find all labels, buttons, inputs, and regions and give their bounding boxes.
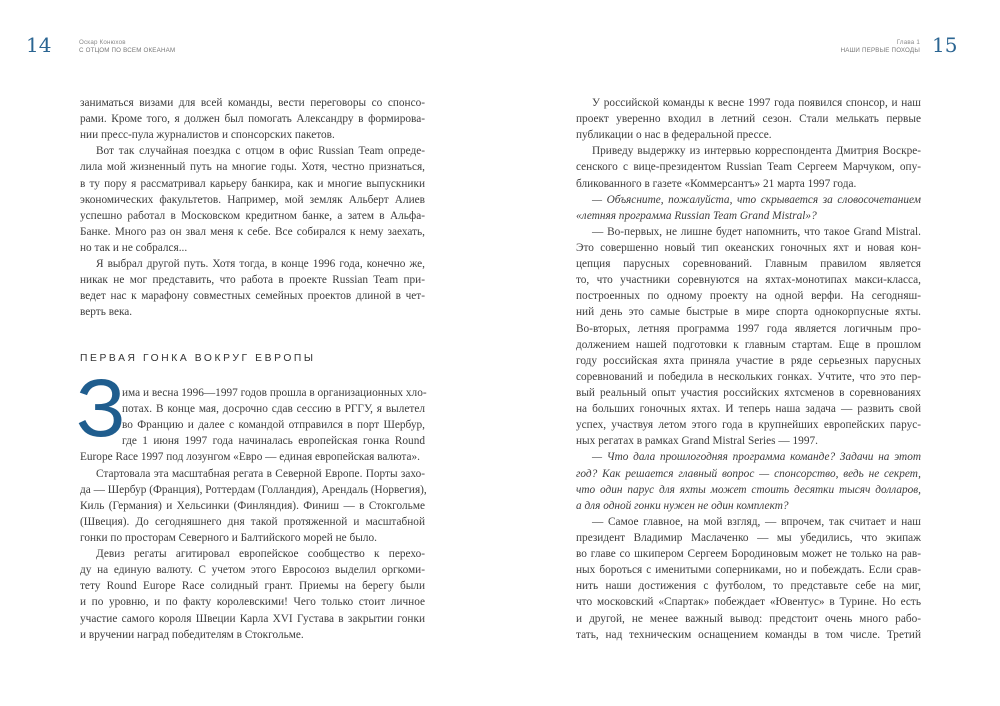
text-line: во главе со шкипером Сергеем Бородиновым может не только на рав-: [576, 548, 921, 561]
text-line: — Объясните, пожалуйста, что скрывается за словосочетанием: [592, 193, 921, 206]
text-line: а для одной гонки нужен не один комплект?: [576, 499, 789, 512]
text-line: во Францию и далее с командой отправился в порт Шербур,: [122, 419, 425, 432]
interview-question: [576, 449, 921, 513]
text-line: то, что участники соревнуются на яхтах-монотипах макси-класса,: [576, 274, 921, 287]
text-line: — Самое главное, на мой взгляд, — впрочем, так считает и наш: [592, 515, 921, 528]
text-line: тать, над техническим оснащением команды в том числе. Третий: [576, 628, 921, 641]
text-line: в ту пору я рассматривал карьеру банкира, как и многие выпускники: [80, 177, 425, 190]
text-line: успешно работал в Московском кредитном банке, а затем в Альфа-: [80, 209, 425, 222]
running-head: [79, 39, 175, 54]
text-line: ний день это самые быстрые в мире спорта однокорпусные яхты.: [576, 306, 921, 319]
running-head-title: НАШИ ПЕРВЫЕ ПОХОДЫ: [840, 46, 920, 54]
right-page: [500, 0, 1000, 706]
text-line: потах. В конце мая, досрочно сдав сессию в РГГУ, я вылетел: [122, 403, 425, 416]
page-number: 14: [26, 33, 52, 57]
text-line: ду на единую валюту. С учетом этого Евросоюз выделил оргкоми-: [80, 564, 425, 577]
text-line: — Что дала прошлогодняя программа команде? Задачи на этот: [592, 451, 921, 464]
text-line: лила мой жизненный путь на многие годы. Хотя, честно признаться,: [80, 161, 425, 174]
running-head-author: Оскар Конюхов: [79, 39, 126, 46]
text-line: но так и не собрался...: [80, 241, 188, 254]
text-line: — Во-первых, не лишне будет напомнить, что такое Grand Mistral.: [592, 225, 921, 238]
running-head-chapter: Глава 1: [896, 39, 920, 46]
text-line: Europe Race 1997 под лозунгом «Евро — единая европейская валюта».: [80, 451, 420, 464]
text-line: соревнований и победила в нескольких гонках. Учтите, что это пер-: [576, 370, 921, 383]
text-line: где 1 июня 1997 года начиналась европейская гонка Round: [122, 435, 425, 448]
text-line: что один парус для яхты может стоить десятки тысяч долларов,: [576, 483, 921, 496]
text-line: има и весна 1996—1997 годов прошла в организационных хло-: [122, 387, 427, 399]
paragraph: [80, 546, 425, 643]
paragraph: [576, 514, 921, 643]
text-line: год? Как решается главный вопрос — спонсорство, ведь не секрет,: [576, 467, 921, 480]
text-line: и другой, не менее важный вывод: предстоит очень много рабо-: [576, 612, 921, 625]
text-line: что московский «Спартак» побеждает «Ювентус» в Турине. Но есть: [576, 596, 921, 609]
text-line: и по уровню, и по факту королевскими! Чего только стоит личное: [80, 596, 425, 609]
text-line: Приведу выдержку из интервью корреспондента Дмитрия Воскре-: [592, 145, 921, 158]
text-line: ных регатах в рамках Grand Mistral Series — 1997.: [576, 435, 818, 448]
text-line: цепция парусных соревнований. Главным правилом является: [576, 258, 921, 271]
running-head: [841, 39, 920, 54]
text-line: заниматься визами для всей команды, вести переговоры со спонсо-: [80, 97, 425, 109]
text-line: успех, участвуя летом этого года в крупнейших европейских парус-: [576, 419, 921, 432]
section-heading: ПЕРВАЯ ГОНКА ВОКРУГ ЕВРОПЫ: [80, 353, 316, 364]
text-line: построенных по одному проекту на одной верфи. На сегодняш-: [576, 290, 921, 303]
body-text-top: [80, 95, 425, 321]
text-line: нии пресс-пула журналистов и спонсорских пакетов.: [80, 129, 335, 142]
text-line: гонки по просторам Северного и Балтийского морей не было.: [80, 531, 377, 544]
text-line: Банке. Много раз он звал меня к себе. Все собирался к нему заехать,: [80, 225, 425, 238]
paragraph: [80, 256, 425, 320]
text-line: году российская яхта приняла участие в ряде серьезных парусных: [576, 354, 921, 367]
text-line: да — Шербур (Франция), Роттердам (Голландия), Арендаль (Норвегия),: [80, 483, 427, 496]
page-number: 15: [932, 33, 958, 57]
text-line: должением нашей подготовки к главным стартам. Еще в прошлом: [576, 338, 921, 351]
text-line: бликованного в газете «Коммерсантъ» 21 марта 1997 года.: [576, 177, 857, 190]
text-line: и вручении наград победителям в Стокгольме.: [80, 628, 304, 641]
text-line: ведет нас к марафону совместных семейных проектов длиной в чет-: [80, 290, 425, 303]
text-line: Я выбрал другой путь. Хотя тогда, в конце 1996 года, конечно же,: [96, 258, 425, 271]
text-line: экономических факультетов. Например, мой земляк Альберт Алиев: [80, 193, 425, 206]
body-text-section: [80, 385, 425, 643]
body-text: [576, 95, 921, 643]
text-line: ных бороться с именитыми соперниками, но и побеждать. Если срав-: [576, 564, 921, 577]
running-head-title: С ОТЦОМ ПО ВСЕМ ОКЕАНАМ: [79, 46, 176, 54]
text-line: верть века.: [80, 306, 133, 319]
text-line: нить наши достижения с футболом, то представьте себе на миг,: [576, 580, 921, 593]
text-line: президент Владимир Маслаченко — мы убедились, что экипаж: [576, 531, 921, 544]
text-line: Во-вторых, летняя программа 1997 года является логичным про-: [576, 322, 921, 335]
text-line: вый реальный опыт участия российских яхтсменов в соревнованиях: [576, 386, 921, 399]
paragraph: [80, 385, 425, 466]
text-line: публикации о нас в федеральной прессе.: [576, 129, 772, 142]
text-line: сенского с вице-президентом Russian Team Сергеем Марчуком, опу-: [576, 161, 921, 174]
text-line: участие самого короля Швеции Карла XVI Густава в закрытии гонки: [80, 612, 425, 625]
text-line: Девиз регаты агитировал европейское сообщество к перехо-: [96, 548, 425, 561]
paragraph: [80, 466, 425, 547]
text-line: рами. Кроме того, я должен был помогать Александру в формирова-: [80, 113, 425, 126]
interview-question: [576, 192, 921, 224]
text-line: Вот так случайная поездка с отцом в офис Russian Team опреде-: [96, 145, 425, 158]
paragraph: [576, 95, 921, 143]
text-line: на больших гоночных яхтах. И теперь наша задача — развить свой: [576, 403, 921, 416]
text-line: (Швеция). До сегодняшнего дня такой протяженной и масштабной: [80, 515, 425, 528]
text-line: Стартовала эта масштабная регата в Северной Европе. Порты захо-: [96, 467, 425, 480]
paragraph: [80, 95, 425, 143]
paragraph: [576, 224, 921, 450]
text-line: Киль (Германия) и Хельсинки (Финляндия). Финиш — в Стокгольме: [80, 499, 425, 512]
paragraph: [576, 143, 921, 191]
text-line: никак не мог представить, что работа в проекте Russian Team при-: [80, 274, 425, 287]
text-line: У российской команды к весне 1997 года появился спонсор, и наш: [592, 97, 921, 109]
paragraph: [80, 143, 425, 256]
text-line: «летняя программа Russian Team Grand Mistral»?: [576, 209, 817, 222]
text-line: проект уверенно входил в летний сезон. Стали мелькать первые: [576, 113, 921, 126]
text-line: тету Round Europe Race солидный грант. Приемы на берегу были: [80, 580, 425, 593]
drop-cap: З: [76, 363, 126, 454]
text-line: Это совершенно новый тип океанских гоночных яхт и новая кон-: [576, 241, 921, 254]
